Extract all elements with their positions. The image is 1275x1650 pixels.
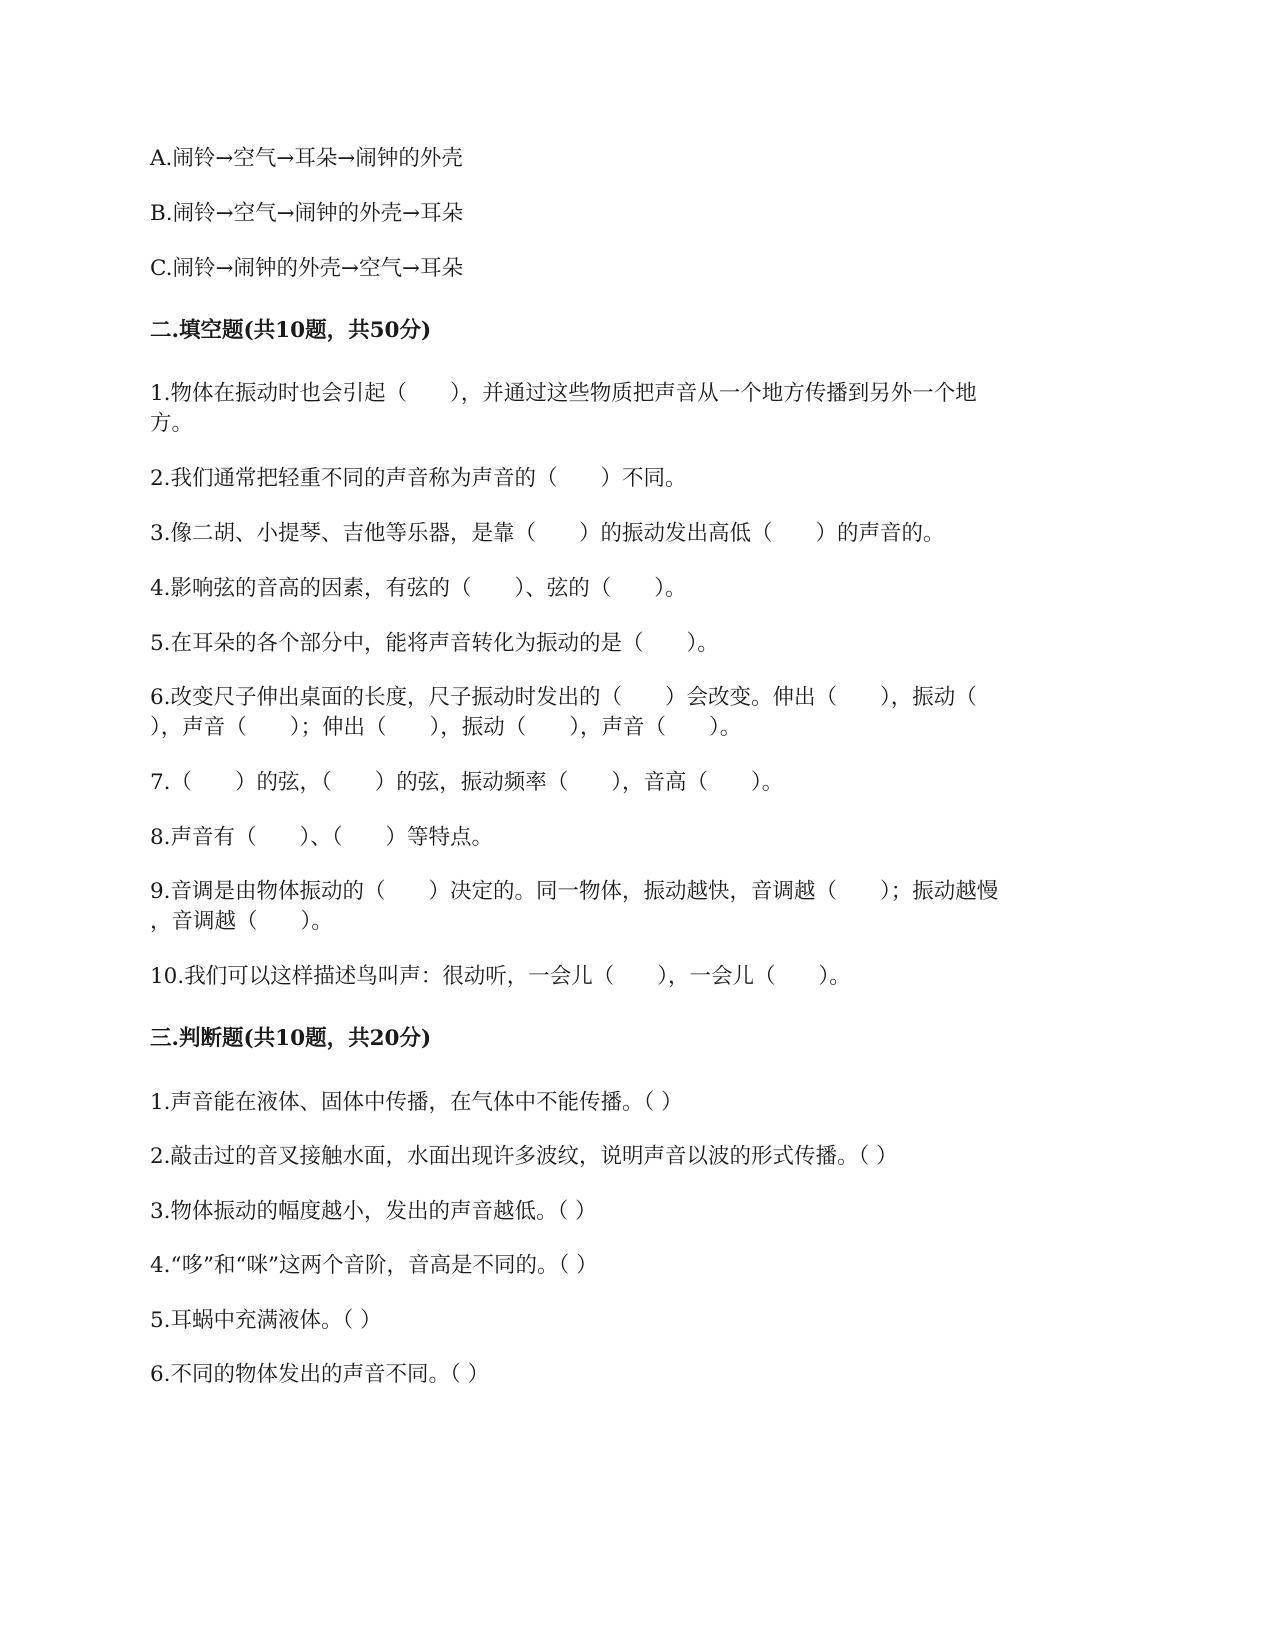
true-false-q4: 4.“哆”和“咪”这两个音阶，音高是不同的。（ ）	[150, 1253, 598, 1278]
section-heading-fill-blank: 二.填空题(共10题，共50分)	[150, 318, 432, 343]
fill-blank-q9-line2: ，音调越（ ）。	[150, 909, 333, 934]
fill-blank-q4: 4.影响弦的音高的因素，有弦的（ ）、弦的（ ）。	[150, 576, 687, 601]
fill-blank-q1-line1: 1.物体在振动时也会引起（ ），并通过这些物质把声音从一个地方传播到另外一个地	[150, 381, 977, 406]
true-false-q6: 6.不同的物体发出的声音不同。（ ）	[150, 1362, 490, 1387]
option-b: B.闹铃→空气→闹钟的外壳→耳朵	[150, 201, 464, 226]
fill-blank-q7: 7.（ ）的弦，（ ）的弦，振动频率（ ），音高（ ）。	[150, 770, 784, 795]
option-a: A.闹铃→空气→耳朵→闹钟的外壳	[150, 146, 463, 171]
fill-blank-q1-line2: 方。	[150, 411, 194, 436]
true-false-q5: 5.耳蜗中充满液体。（ ）	[150, 1308, 382, 1333]
true-false-q1: 1.声音能在液体、固体中传播，在气体中不能传播。（ ）	[150, 1090, 683, 1115]
fill-blank-q5: 5.在耳朵的各个部分中，能将声音转化为振动的是（ ）。	[150, 631, 719, 656]
fill-blank-q6-line2: ），声音（ ）；伸出（ ），振动（ ），声音（ ）。	[150, 715, 742, 740]
true-false-q3: 3.物体振动的幅度越小，发出的声音越低。（ ）	[150, 1199, 597, 1224]
fill-blank-q6-line1: 6.改变尺子伸出桌面的长度，尺子振动时发出的（ ）会改变。伸出（ ），振动（	[150, 685, 977, 710]
fill-blank-q9-line1: 9.音调是由物体振动的（ ）决定的。同一物体，振动越快，音调越（ ）；振动越慢	[150, 879, 999, 904]
option-c: C.闹铃→闹钟的外壳→空气→耳朵	[150, 256, 464, 281]
fill-blank-q8: 8.声音有（ ）、（ ）等特点。	[150, 825, 494, 850]
fill-blank-q10: 10.我们可以这样描述鸟叫声：很动听，一会儿（ ），一会儿（ ）。	[150, 964, 851, 989]
true-false-q2: 2.敲击过的音叉接触水面，水面出现许多波纹，说明声音以波的形式传播。（ ）	[150, 1144, 898, 1169]
fill-blank-q2: 2.我们通常把轻重不同的声音称为声音的（ ）不同。	[150, 466, 687, 491]
section-heading-true-false: 三.判断题(共10题，共20分)	[150, 1026, 432, 1051]
fill-blank-q3: 3.像二胡、小提琴、吉他等乐器，是靠（ ）的振动发出高低（ ）的声音的。	[150, 521, 945, 546]
